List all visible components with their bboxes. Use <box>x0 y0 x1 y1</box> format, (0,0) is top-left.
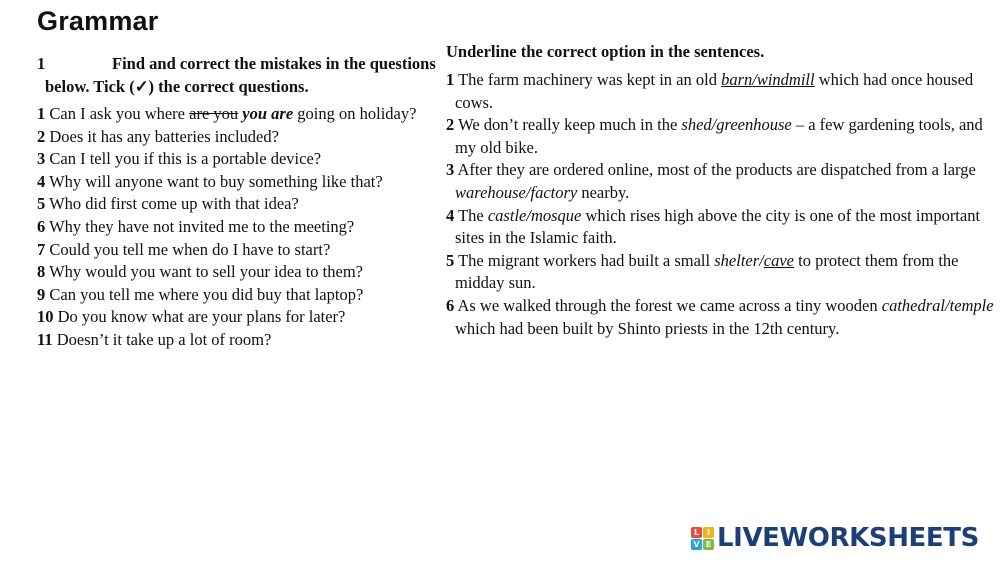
sentence-item <box>446 205 994 250</box>
item-text: We don’t really keep much in the <box>458 115 682 135</box>
correction-text: you are <box>242 104 294 123</box>
struck-text: are you <box>189 104 239 123</box>
exercise-1-instruction <box>37 52 437 98</box>
option-2: factory <box>530 182 578 202</box>
option-separator: / <box>759 250 764 270</box>
item-number: 1 <box>37 104 46 123</box>
item-text: Who did first come up with that idea? <box>49 194 299 214</box>
item-text: Why would you want to sell your idea to them? <box>49 262 363 282</box>
option-2: temple <box>949 295 994 315</box>
option-1: warehouse <box>455 182 526 202</box>
option-2: windmill <box>756 70 815 89</box>
item-text: which rises high above the city is one of the most important sites in the Islamic faith. <box>455 205 981 248</box>
logo-tile: L <box>691 527 702 538</box>
item-text: As we walked through the forest we came across a tiny wooden <box>457 295 882 315</box>
item-text: After they are ordered online, most of the products are dispatched from a large <box>457 160 976 180</box>
item-text: nearby. <box>577 182 630 202</box>
question-item <box>37 239 437 262</box>
instruction-text: Find and correct the mistakes in the questions below. Tick (✓) the correct questions. <box>45 54 436 96</box>
sentence-item <box>446 114 994 159</box>
item-number: 6 <box>446 295 455 315</box>
item-number: 4 <box>446 205 455 225</box>
item-text: going on holiday? <box>293 104 417 123</box>
item-number: 5 <box>446 250 455 270</box>
item-number: 3 <box>446 160 455 180</box>
page-title: Grammar <box>37 6 159 36</box>
logo-tile: E <box>703 539 714 550</box>
item-text: Doesn’t it take up a lot of room? <box>56 329 272 349</box>
item-number: 11 <box>37 329 53 349</box>
question-item <box>37 306 437 329</box>
question-item <box>37 261 437 284</box>
item-number: 2 <box>446 115 455 135</box>
item-number: 4 <box>37 171 46 191</box>
question-item <box>37 126 437 149</box>
item-text: which had been built by Shinto priests in the 12th century. <box>455 318 840 338</box>
option-1: shelter <box>714 250 760 270</box>
option-2: cave <box>763 250 794 270</box>
item-text: Can you tell me where you did buy that laptop? <box>49 284 364 304</box>
item-text: Do you know what are your plans for later? <box>57 307 346 327</box>
item-text: to protect them from the midday sun. <box>455 250 959 293</box>
question-item <box>37 284 437 307</box>
question-item <box>37 148 437 171</box>
option-1: cathedral <box>881 295 946 315</box>
logo-mark-icon <box>691 527 714 550</box>
option-1: barn <box>721 70 753 89</box>
item-number: 2 <box>37 126 46 146</box>
item-text: Can I ask you where <box>49 104 190 123</box>
item-text: Can I tell you if this is a portable device? <box>49 149 322 169</box>
liveworksheets-logo <box>691 520 979 556</box>
item-number: 6 <box>37 216 46 236</box>
item-text: Could you tell me when do I have to start? <box>49 239 331 259</box>
option-2: greenhouse <box>716 115 792 135</box>
item-text: Why they have not invited me to the meeting? <box>49 216 355 236</box>
option-separator: / <box>752 70 757 89</box>
exercise-2 <box>446 40 994 340</box>
logo-tile: I <box>703 527 714 538</box>
item-text: The farm machinery was kept in an old <box>458 70 722 89</box>
question-item <box>37 216 437 239</box>
option-2: mosque <box>530 205 582 225</box>
option-separator: / <box>711 115 717 135</box>
question-item <box>37 193 437 216</box>
item-number: 10 <box>37 307 54 327</box>
sentence-item <box>446 159 994 204</box>
logo-tile: V <box>691 539 702 550</box>
item-text: Does it has any batteries included? <box>49 126 279 146</box>
sentence-item <box>446 250 994 295</box>
item-number: 8 <box>37 262 46 282</box>
item-number: 5 <box>37 194 46 214</box>
exercise-1 <box>37 52 437 352</box>
item-number: 3 <box>37 149 46 169</box>
option-1: shed <box>681 115 712 135</box>
question-item <box>37 171 437 194</box>
sentence-item <box>446 69 994 114</box>
item-number: 1 <box>446 70 455 89</box>
exercise-2-instruction: Underline the correct option in the sentences. <box>446 42 765 61</box>
item-text: The migrant workers had built a small <box>458 250 715 270</box>
item-text: Why will anyone want to buy something like that? <box>49 171 383 191</box>
item-text: The <box>458 205 488 225</box>
option-separator: / <box>945 295 950 315</box>
logo-text: LIVEWORKSHEETS <box>717 523 979 553</box>
item-text: which had once housed cows. <box>455 70 974 112</box>
question-item <box>37 329 437 352</box>
sentence-item <box>446 295 994 340</box>
option-separator: / <box>525 182 531 202</box>
question-item <box>37 103 437 126</box>
item-text: – a few gardening tools, and my old bike. <box>455 115 983 157</box>
instruction-number: 1 <box>37 54 46 73</box>
option-separator: / <box>526 205 531 225</box>
item-number: 7 <box>37 239 46 259</box>
item-number: 9 <box>37 284 46 304</box>
option-1: castle <box>487 205 527 225</box>
